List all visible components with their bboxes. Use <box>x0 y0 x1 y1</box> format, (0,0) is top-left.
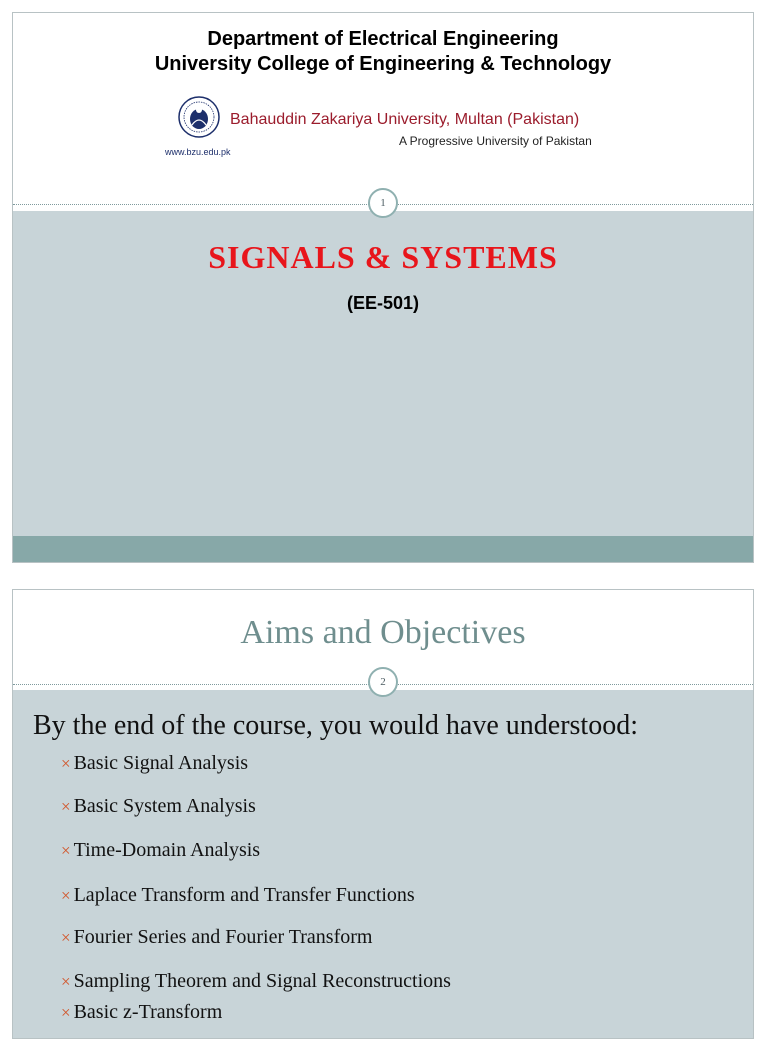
list-item-label: Basic z-Transform <box>73 1001 223 1023</box>
college-heading: University College of Engineering & Technology <box>154 53 612 75</box>
list-item <box>61 884 415 907</box>
slide-number-badge: 2 <box>368 667 398 697</box>
list-item-label: Basic System Analysis <box>73 795 256 817</box>
cross-bullet-icon: × <box>61 1003 71 1022</box>
cross-bullet-icon: × <box>61 972 71 991</box>
slide-number-badge: 1 <box>368 188 398 218</box>
list-item-label: Fourier Series and Fourier Transform <box>73 926 373 948</box>
list-item <box>61 1001 222 1024</box>
cross-bullet-icon: × <box>61 841 71 860</box>
course-code: (EE-501) <box>346 293 420 313</box>
university-name: Bahauddin Zakariya University, Multan (Pakistan) <box>230 111 580 128</box>
list-item <box>61 795 256 818</box>
department-heading: Department of Electrical Engineering <box>207 28 559 50</box>
slide-title: Aims and Objectives <box>240 614 526 651</box>
list-item-label: Basic Signal Analysis <box>73 752 249 774</box>
university-logo <box>177 95 221 139</box>
cross-bullet-icon: × <box>61 797 71 816</box>
list-item-label: Sampling Theorem and Signal Reconstructions <box>73 970 451 992</box>
slide-title: SIGNALS & SYSTEMS <box>208 239 558 275</box>
list-item <box>61 752 248 775</box>
slide-header-area <box>13 13 753 207</box>
cross-bullet-icon: × <box>61 886 71 905</box>
slide-2 <box>12 589 754 1039</box>
list-item-label: Laplace Transform and Transfer Functions <box>73 884 415 906</box>
cross-bullet-icon: × <box>61 928 71 947</box>
list-item <box>61 926 372 949</box>
slide-1 <box>12 12 754 563</box>
university-website: www.bzu.edu.pk <box>165 147 231 157</box>
list-item <box>61 970 451 993</box>
university-tagline: A Progressive University of Pakistan <box>399 134 592 148</box>
list-item <box>61 839 260 862</box>
objectives-lead: By the end of the course, you would have understood: <box>33 710 638 741</box>
cross-bullet-icon: × <box>61 754 71 773</box>
slide-footer-bar <box>13 536 753 563</box>
list-item-label: Time-Domain Analysis <box>73 839 261 861</box>
